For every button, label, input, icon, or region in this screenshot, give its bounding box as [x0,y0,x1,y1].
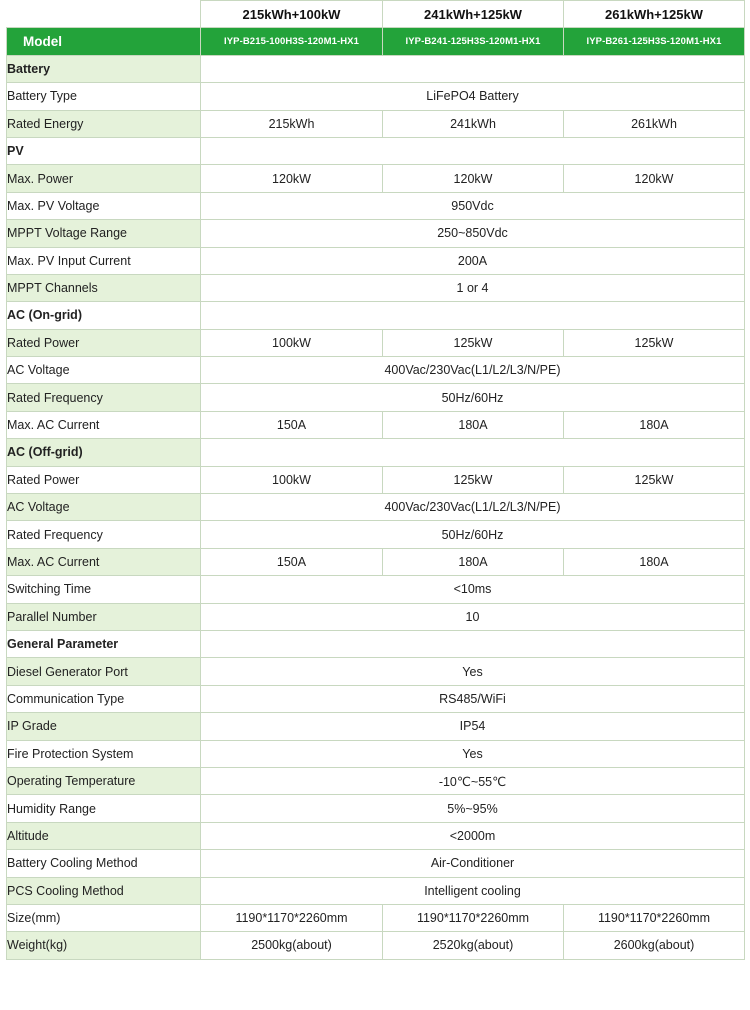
section-row [7,137,745,164]
spec-row [7,603,745,630]
spec-row [7,713,745,740]
spec-row [7,329,745,356]
spec-row [7,904,745,931]
spec-row [7,357,745,384]
spec-row [7,767,745,794]
spec-value: 1190*1170*2260mm [201,904,383,931]
variant-header: 215kWh+100kW [201,1,383,28]
spec-row [7,685,745,712]
spec-value: 2500kg(about) [201,932,383,959]
model-label: Model [7,28,201,55]
spec-label: MPPT Voltage Range [7,220,201,247]
section-title: PV [7,137,201,164]
spec-label: Max. AC Current [7,548,201,575]
spec-value: 120kW [383,165,564,192]
section-row [7,439,745,466]
spec-row [7,165,745,192]
spec-value: 100kW [201,466,383,493]
spec-row [7,274,745,301]
spec-row [7,192,745,219]
section-row [7,55,745,82]
spec-value: 125kW [564,329,745,356]
spec-value: 125kW [383,329,564,356]
model-name: IYP-B215-100H3S-120M1-HX1 [201,28,383,55]
section-spacer [201,137,745,164]
spec-label: PCS Cooling Method [7,877,201,904]
spec-value: <2000m [201,822,745,849]
spec-value: 150A [201,411,383,438]
spec-value: Intelligent cooling [201,877,745,904]
spec-value: 1190*1170*2260mm [564,904,745,931]
spec-row [7,576,745,603]
section-title: Battery [7,55,201,82]
spec-value: LiFePO4 Battery [201,83,745,110]
spec-value: Yes [201,740,745,767]
spec-row [7,411,745,438]
spec-body [7,55,745,959]
model-name: IYP-B261-125H3S-120M1-HX1 [564,28,745,55]
spec-value: 1190*1170*2260mm [383,904,564,931]
section-spacer [201,302,745,329]
model-header-row [7,28,745,55]
spec-row [7,850,745,877]
variant-header-row [7,1,745,28]
spec-label: Max. PV Input Current [7,247,201,274]
spec-value: 125kW [564,466,745,493]
spec-value: 150A [201,548,383,575]
spec-value: 180A [383,548,564,575]
spec-label: Max. PV Voltage [7,192,201,219]
spec-value: -10℃~55℃ [201,767,745,794]
section-title: AC (Off-grid) [7,439,201,466]
section-spacer [201,630,745,657]
section-spacer [201,439,745,466]
spec-label: Switching Time [7,576,201,603]
spec-label: IP Grade [7,713,201,740]
spec-label: Operating Temperature [7,767,201,794]
spec-value: 5%~95% [201,795,745,822]
spec-label: Communication Type [7,685,201,712]
spec-value: 180A [564,411,745,438]
spec-value: 120kW [564,165,745,192]
spec-label: Size(mm) [7,904,201,931]
spec-label: Weight(kg) [7,932,201,959]
variant-header: 241kWh+125kW [383,1,564,28]
spec-value: 2520kg(about) [383,932,564,959]
corner-blank [7,1,201,28]
spec-value: 100kW [201,329,383,356]
spec-row [7,548,745,575]
spec-row [7,932,745,959]
spec-row [7,658,745,685]
spec-row [7,466,745,493]
spec-label: Battery Type [7,83,201,110]
model-name: IYP-B241-125H3S-120M1-HX1 [383,28,564,55]
spec-value: 2600kg(about) [564,932,745,959]
spec-label: Humidity Range [7,795,201,822]
section-title: AC (On-grid) [7,302,201,329]
spec-label: AC Voltage [7,494,201,521]
spec-label: Rated Energy [7,110,201,137]
spec-row [7,83,745,110]
spec-value: 10 [201,603,745,630]
spec-row [7,795,745,822]
spec-row [7,740,745,767]
spec-row [7,384,745,411]
spec-label: Rated Power [7,329,201,356]
section-title: General Parameter [7,630,201,657]
spec-value: Air-Conditioner [201,850,745,877]
section-row [7,630,745,657]
spec-value: 125kW [383,466,564,493]
spec-value: 261kWh [564,110,745,137]
spec-row [7,220,745,247]
spec-value: 200A [201,247,745,274]
spec-value: 50Hz/60Hz [201,521,745,548]
spec-label: Parallel Number [7,603,201,630]
spec-value: Yes [201,658,745,685]
spec-value: 1 or 4 [201,274,745,301]
section-spacer [201,55,745,82]
variant-header: 261kWh+125kW [564,1,745,28]
spec-row [7,247,745,274]
spec-value: 50Hz/60Hz [201,384,745,411]
spec-label: MPPT Channels [7,274,201,301]
spec-value: 120kW [201,165,383,192]
spec-value: 250~850Vdc [201,220,745,247]
spec-label: Max. Power [7,165,201,192]
spec-row [7,494,745,521]
spec-value: 241kWh [383,110,564,137]
spec-value: 950Vdc [201,192,745,219]
spec-row [7,877,745,904]
spec-value: IP54 [201,713,745,740]
spec-value: 180A [564,548,745,575]
spec-row [7,822,745,849]
spec-value: 180A [383,411,564,438]
spec-label: Fire Protection System [7,740,201,767]
spec-label: Max. AC Current [7,411,201,438]
spec-label: Rated Frequency [7,384,201,411]
spec-label: AC Voltage [7,357,201,384]
spec-value: RS485/WiFi [201,685,745,712]
spec-row [7,521,745,548]
spec-row [7,110,745,137]
spec-label: Battery Cooling Method [7,850,201,877]
spec-value: 215kWh [201,110,383,137]
spec-value: <10ms [201,576,745,603]
spec-table [6,0,745,960]
spec-label: Diesel Generator Port [7,658,201,685]
section-row [7,302,745,329]
spec-value: 400Vac/230Vac(L1/L2/L3/N/PE) [201,357,745,384]
spec-label: Altitude [7,822,201,849]
spec-value: 400Vac/230Vac(L1/L2/L3/N/PE) [201,494,745,521]
spec-label: Rated Power [7,466,201,493]
spec-label: Rated Frequency [7,521,201,548]
